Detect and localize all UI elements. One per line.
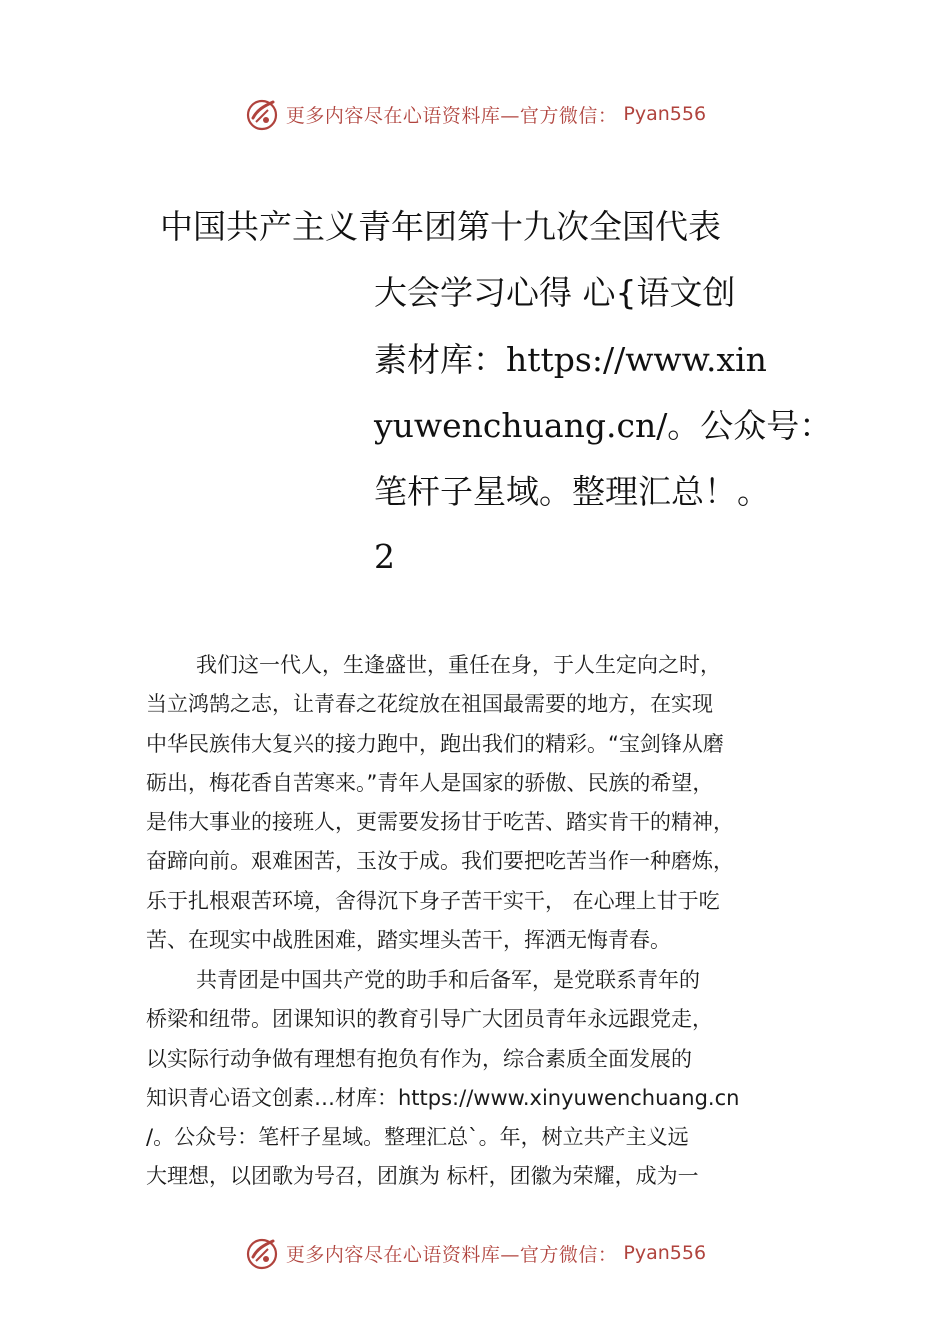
- title-line-4: yuwenchuang.cn/。公众号：: [374, 406, 833, 445]
- paragraph-line: 奋蹄向前。艰难困苦，玉汝于成。我们要把吃苦当作一种磨炼，: [146, 849, 734, 874]
- paragraph-line: 桥梁和纽带。团课知识的教育引导广大团员青年永远跟党走，: [146, 1007, 713, 1032]
- paragraph-line: 以实际行动争做有理想有抱负有作为，综合素质全面发展的: [146, 1046, 692, 1071]
- header-banner: [0, 94, 950, 134]
- banner-wechat-id: Pyan556: [623, 103, 707, 125]
- paragraph-line: 砺出，梅花香自苦寒来。”青年人是国家的骄傲、民族的希望，: [146, 770, 714, 795]
- paragraph-line: 中华民族伟大复兴的接力跑中，跑出我们的精彩。“宝剑锋从磨: [146, 731, 724, 756]
- banner-wechat-id: Pyan556: [623, 1242, 707, 1264]
- title-line-3: 素材库：https://www.xin: [374, 340, 767, 379]
- paragraph-line: /。公众号：笔杆子星域。整理汇总`。年，树立共产主义远: [146, 1125, 689, 1150]
- paragraph-line: 乐于扎根艰苦环境，舍得沉下身子苦干实干， 在心理上甘于吃: [146, 888, 720, 913]
- brush-seal-icon: [244, 96, 280, 132]
- paragraph-line: 苦、在现实中战胜困难，踏实埋头苦干，挥洒无悔青春。: [146, 928, 671, 953]
- paragraph-line: 当立鸿鹄之志，让青春之花绽放在祖国最需要的地方，在实现: [146, 692, 713, 717]
- title-line-6: 2: [374, 537, 395, 576]
- banner-text: 更多内容尽在心语资料库—官方微信：: [285, 104, 618, 127]
- paragraph-line: 是伟大事业的接班人，更需要发扬甘于吃苦、踏实肯干的精神，: [146, 810, 734, 835]
- paragraph-line: 知识青心语文创素…材库：https://www.xinyuwenchuang.cn: [146, 1085, 740, 1110]
- banner-text: 更多内容尽在心语资料库—官方微信：: [285, 1243, 618, 1266]
- footer-banner: [0, 1233, 950, 1273]
- title-line-1: 中国共产主义青年团第十九次全国代表: [160, 207, 721, 246]
- body-paragraph-1: [146, 646, 836, 960]
- paragraph-line: 共青团是中国共产党的助手和后备军，是党联系青年的: [196, 968, 700, 992]
- brush-seal-icon: [244, 1235, 280, 1271]
- paragraph-line: 我们这一代人，生逢盛世，重任在身，于人生定向之时，: [196, 653, 721, 677]
- body-paragraph-2: [146, 961, 836, 1197]
- title-line-2: 大会学习心得 心{语文创: [374, 273, 736, 312]
- paragraph-line: 大理想，以团歌为号召，团旗为 标杆，团徽为荣耀，成为一: [146, 1164, 699, 1189]
- title-line-5: 笔杆子星域。整理汇总！。: [374, 472, 770, 511]
